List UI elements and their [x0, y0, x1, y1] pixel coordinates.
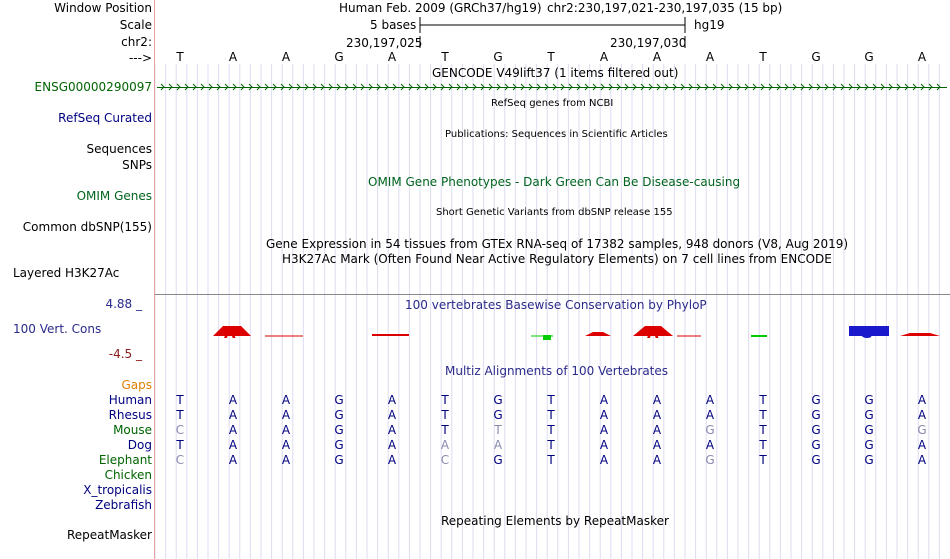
- alignment-base-mouse: G: [864, 423, 874, 437]
- alignment-base-mouse: G: [705, 423, 715, 437]
- reference-base: G: [864, 50, 874, 64]
- alignment-base-dog: A: [281, 438, 291, 452]
- alignment-base-human: G: [334, 393, 344, 407]
- alignment-base-rhesus: T: [759, 408, 767, 422]
- alignment-base-human: T: [441, 393, 449, 407]
- reference-base: A: [281, 50, 291, 64]
- reference-base: G: [811, 50, 821, 64]
- alignment-base-human: T: [759, 393, 767, 407]
- scale-assembly-text: hg19: [694, 18, 725, 32]
- scale-bar-text: 5 bases: [370, 18, 417, 32]
- alignment-base-human: A: [599, 393, 609, 407]
- dbsnp-track-label[interactable]: Common dbSNP(155): [22, 220, 152, 234]
- alignment-base-mouse: T: [441, 423, 449, 437]
- cons-letter-a1: A: [224, 324, 236, 342]
- conservation-min-label: -4.5 _: [108, 347, 142, 361]
- multiz-track-title: Multiz Alignments of 100 Vertebrates: [445, 364, 669, 378]
- alignment-base-dog: G: [811, 438, 821, 452]
- strand-arrow-label: --->: [128, 51, 152, 65]
- reference-base: A: [228, 50, 238, 64]
- gencode-track-title: GENCODE V49lift37 (1 items filtered out): [432, 66, 679, 80]
- alignment-base-dog: T: [759, 438, 767, 452]
- reference-base: T: [441, 50, 449, 64]
- alignment-base-mouse: T: [547, 423, 555, 437]
- species-label-zebrafish[interactable]: Zebrafish: [95, 498, 152, 512]
- alignment-base-elephant: A: [281, 453, 291, 467]
- conservation-track-title: 100 vertebrates Basewise Conservation by PhyloP: [405, 298, 707, 312]
- alignment-base-mouse: A: [281, 423, 291, 437]
- alignment-base-dog: A: [228, 438, 238, 452]
- alignment-base-mouse: T: [759, 423, 767, 437]
- alignment-base-dog: A: [917, 438, 927, 452]
- alignment-base-human: A: [705, 393, 715, 407]
- alignment-base-dog: A: [652, 438, 662, 452]
- alignment-base-rhesus: T: [547, 408, 555, 422]
- gaps-label: Gaps: [121, 378, 152, 392]
- alignment-base-mouse: G: [334, 423, 344, 437]
- cons-letter-g13: G: [860, 324, 873, 342]
- alignment-base-elephant: G: [705, 453, 715, 467]
- conservation-track-label[interactable]: 100 Vert. Cons: [13, 322, 102, 336]
- repeatmasker-track-title: Repeating Elements by RepeatMasker: [441, 514, 669, 528]
- omim-track-title: OMIM Gene Phenotypes - Dark Green Can Be Disease-causing: [368, 175, 741, 189]
- reference-base: T: [547, 50, 555, 64]
- alignment-base-elephant: C: [175, 453, 185, 467]
- alignment-base-mouse: C: [175, 423, 185, 437]
- alignment-base-mouse: A: [652, 423, 662, 437]
- gencode-gene-feature[interactable]: [155, 82, 950, 94]
- species-label-chicken[interactable]: Chicken: [104, 468, 152, 482]
- alignment-base-mouse: A: [228, 423, 238, 437]
- alignment-base-elephant: T: [759, 453, 767, 467]
- alignment-base-dog: G: [864, 438, 874, 452]
- alignment-base-dog: T: [176, 438, 184, 452]
- alignment-base-elephant: A: [228, 453, 238, 467]
- species-label-elephant[interactable]: Elephant: [98, 453, 152, 467]
- alignment-base-human: G: [811, 393, 821, 407]
- alignment-base-human: A: [652, 393, 662, 407]
- alignment-base-rhesus: G: [864, 408, 874, 422]
- sequences-track-label[interactable]: Sequences: [86, 142, 152, 156]
- alignment-base-human: G: [493, 393, 503, 407]
- alignment-base-rhesus: G: [334, 408, 344, 422]
- alignment-base-rhesus: G: [493, 408, 503, 422]
- refseq-track-label[interactable]: RefSeq Curated: [58, 111, 152, 125]
- species-label-rhesus[interactable]: Rhesus: [108, 408, 152, 422]
- reference-base: A: [917, 50, 927, 64]
- alignment-base-rhesus: A: [652, 408, 662, 422]
- species-label-dog[interactable]: Dog: [127, 438, 152, 452]
- alignment-base-mouse: A: [599, 423, 609, 437]
- alignment-base-elephant: T: [547, 453, 555, 467]
- reference-base: A: [652, 50, 662, 64]
- alignment-base-elephant: A: [599, 453, 609, 467]
- alignment-base-human: T: [176, 393, 184, 407]
- refseq-track-title: RefSeq genes from NCBI: [491, 98, 614, 109]
- alignment-base-human: T: [547, 393, 555, 407]
- alignment-base-human: A: [228, 393, 238, 407]
- reference-base: T: [759, 50, 767, 64]
- alignment-base-rhesus: A: [387, 408, 397, 422]
- cons-letter-a9: A: [647, 324, 659, 342]
- alignment-base-rhesus: A: [917, 408, 927, 422]
- alignment-base-human: A: [387, 393, 397, 407]
- h3k27ac-track-label[interactable]: Layered H3K27Ac: [13, 266, 120, 280]
- alignment-base-dog: A: [705, 438, 715, 452]
- gencode-gene-label[interactable]: ENSG00000290097: [34, 80, 152, 94]
- species-label-human[interactable]: Human: [108, 393, 152, 407]
- repeatmasker-track-label[interactable]: RepeatMasker: [66, 528, 152, 542]
- alignment-base-dog: A: [599, 438, 609, 452]
- publications-track-title: Publications: Sequences in Scientific Articles: [445, 129, 668, 140]
- alignment-base-mouse: T: [494, 423, 502, 437]
- alignment-base-human: G: [864, 393, 874, 407]
- alignment-base-rhesus: A: [281, 408, 291, 422]
- alignment-base-rhesus: A: [599, 408, 609, 422]
- alignment-base-dog: A: [440, 438, 450, 452]
- reference-base: G: [493, 50, 503, 64]
- conservation-graph[interactable]: [155, 288, 950, 348]
- gtex-track-title: Gene Expression in 54 tissues from GTEx RNA-seq of 17382 samples, 948 donors (V8, Aug 2019): [266, 237, 849, 251]
- alignment-base-elephant: C: [440, 453, 450, 467]
- ruler-position-right: 230,197,030: [610, 36, 687, 50]
- reference-base: A: [705, 50, 715, 64]
- track-image-area[interactable]: [155, 0, 950, 559]
- alignment-base-elephant: G: [334, 453, 344, 467]
- alignment-base-rhesus: G: [811, 408, 821, 422]
- alignment-base-rhesus: A: [228, 408, 238, 422]
- alignment-base-mouse: G: [917, 423, 927, 437]
- species-label-x-tropicalis[interactable]: X_tropicalis: [83, 483, 152, 497]
- alignment-base-mouse: A: [387, 423, 397, 437]
- snps-track-label[interactable]: SNPs: [122, 158, 152, 172]
- reference-base: A: [387, 50, 397, 64]
- alignment-base-dog: T: [547, 438, 555, 452]
- scale-label: Scale: [119, 18, 152, 32]
- alignment-base-elephant: A: [387, 453, 397, 467]
- reference-base: G: [334, 50, 344, 64]
- alignment-base-rhesus: A: [705, 408, 715, 422]
- alignment-base-human: A: [917, 393, 927, 407]
- species-label-mouse[interactable]: Mouse: [113, 423, 152, 437]
- window-position-label: Window Position: [54, 1, 152, 15]
- alignment-base-elephant: G: [493, 453, 503, 467]
- alignment-base-dog: G: [334, 438, 344, 452]
- ruler-position-left: 230,197,025: [346, 36, 423, 50]
- dbsnp-track-title: Short Genetic Variants from dbSNP release 155: [436, 207, 673, 218]
- alignment-base-dog: A: [387, 438, 397, 452]
- alignment-base-elephant: G: [811, 453, 821, 467]
- alignment-base-dog: A: [493, 438, 503, 452]
- alignment-base-elephant: G: [864, 453, 874, 467]
- assembly-title: Human Feb. 2009 (GRCh37/hg19): [339, 1, 542, 15]
- alignment-base-elephant: A: [917, 453, 927, 467]
- alignment-base-elephant: A: [652, 453, 662, 467]
- track-label-column: [0, 0, 154, 559]
- window-range: chr2:230,197,021-230,197,035 (15 bp): [547, 1, 783, 15]
- omim-track-label[interactable]: OMIM Genes: [76, 189, 152, 203]
- h3k27ac-track-title: H3K27Ac Mark (Often Found Near Active Regulatory Elements) on 7 cell lines from ENCODE: [282, 252, 832, 266]
- reference-base: T: [176, 50, 184, 64]
- chromosome-label: chr2:: [121, 35, 152, 49]
- alignment-base-rhesus: T: [176, 408, 184, 422]
- conservation-max-label: 4.88 _: [105, 297, 142, 311]
- alignment-base-rhesus: T: [441, 408, 449, 422]
- reference-base: A: [599, 50, 609, 64]
- alignment-base-mouse: G: [811, 423, 821, 437]
- alignment-base-human: A: [281, 393, 291, 407]
